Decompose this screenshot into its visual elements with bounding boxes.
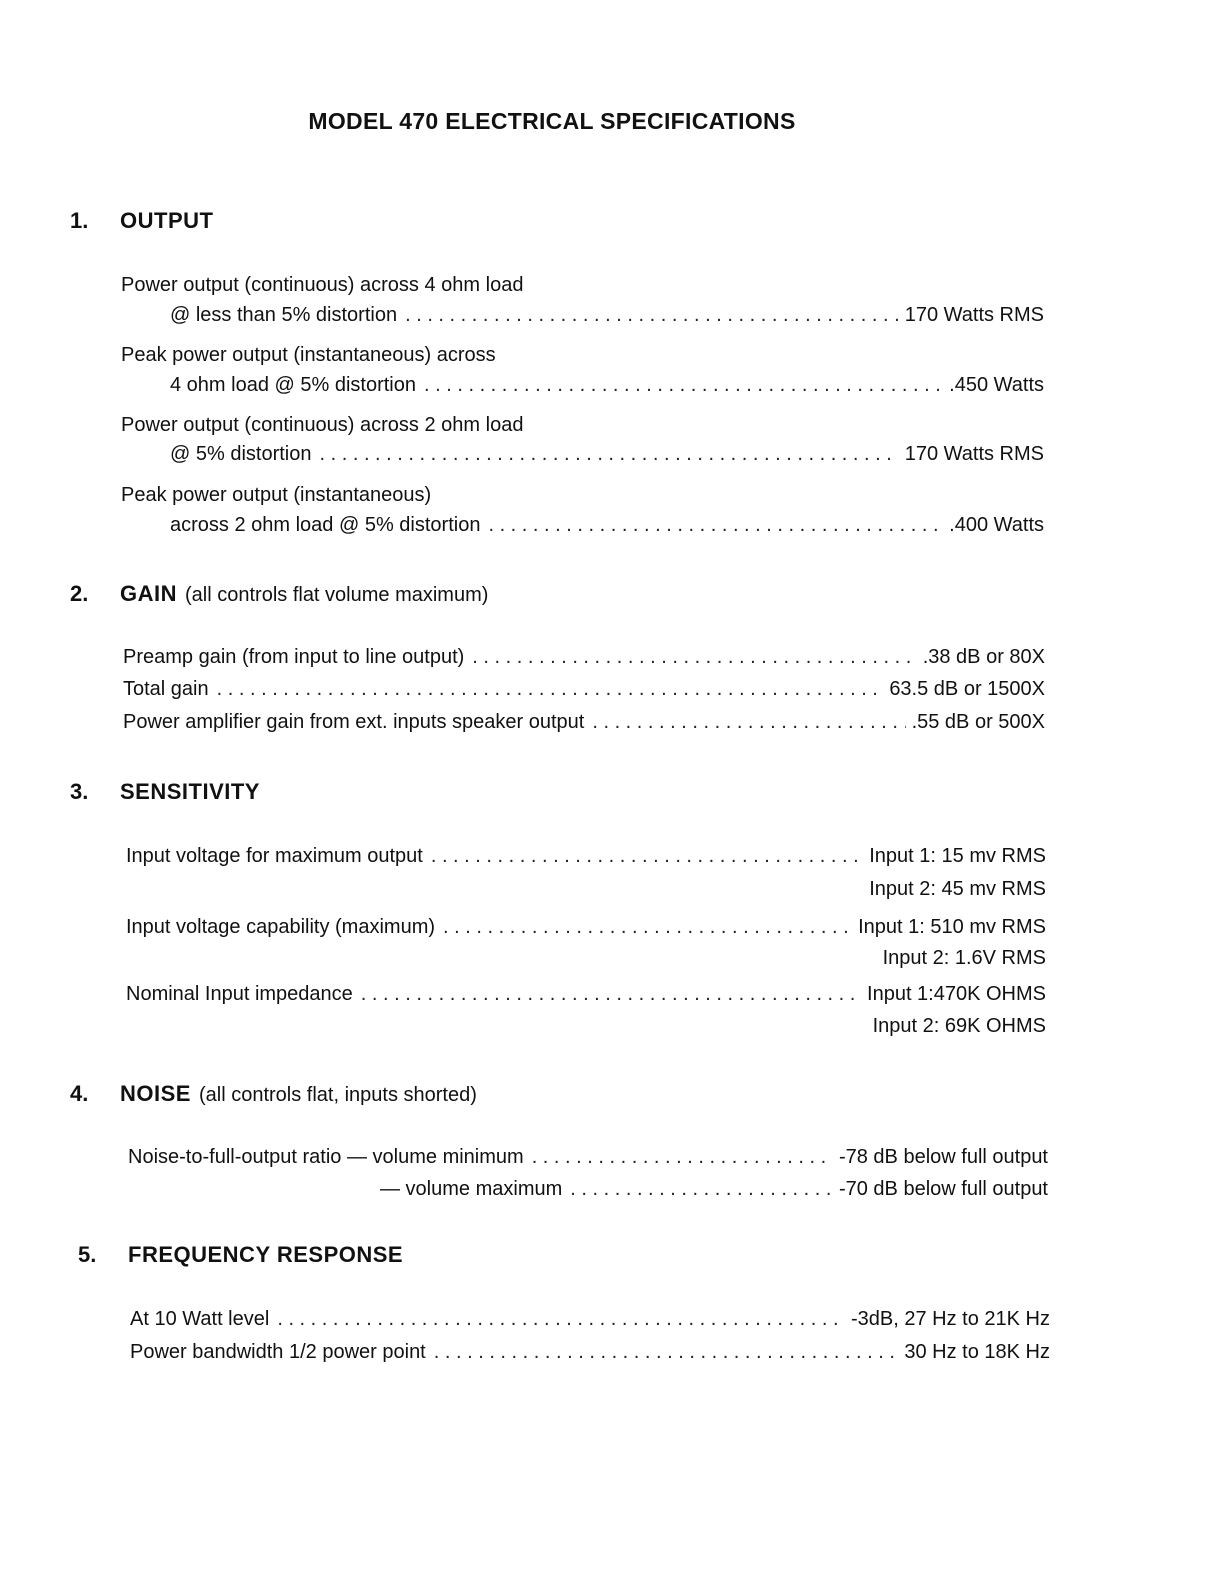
spec-value: Input 1: 510 mv RMS bbox=[858, 916, 1046, 938]
dot-leader bbox=[443, 916, 852, 939]
spec-label-line: Power output (continuous) across 4 ohm load bbox=[121, 274, 524, 296]
spec-value: 170 Watts RMS bbox=[904, 443, 1044, 465]
spec-value-continued: Input 2: 69K OHMS bbox=[872, 1015, 1046, 1037]
section-title: GAIN bbox=[120, 581, 177, 606]
spec-label: @ 5% distortion bbox=[170, 443, 312, 465]
spec-row-power-amp-gain bbox=[123, 711, 1045, 741]
spec-label-line: Peak power output (instantaneous) across bbox=[121, 344, 496, 366]
spec-label: Preamp gain (from input to line output) bbox=[123, 646, 465, 668]
dot-leader bbox=[277, 1308, 845, 1331]
spec-label: Nominal Input impedance bbox=[126, 983, 353, 1005]
dot-leader bbox=[532, 1146, 833, 1169]
section-title: OUTPUT bbox=[120, 208, 214, 233]
section-title: SENSITIVITY bbox=[120, 779, 260, 804]
dot-leader bbox=[570, 1178, 833, 1201]
section-heading-noise bbox=[70, 1081, 1070, 1111]
spec-value: Input 1: 15 mv RMS bbox=[869, 845, 1046, 867]
spec-row-preamp-gain bbox=[123, 646, 1045, 676]
spec-row-input-impedance bbox=[126, 983, 1046, 1013]
spec-label: Power bandwidth 1/2 power point bbox=[130, 1341, 426, 1363]
spec-row-peak-4ohm bbox=[170, 374, 1044, 404]
spec-value: .38 dB or 80X bbox=[922, 646, 1045, 668]
dot-leader bbox=[488, 514, 943, 537]
dot-leader bbox=[592, 711, 905, 734]
spec-label-line: Power output (continuous) across 2 ohm load bbox=[121, 414, 524, 436]
spec-value: Input 1:470K OHMS bbox=[867, 983, 1046, 1005]
section-number: 2. bbox=[70, 581, 89, 606]
spec-row-input-voltage-max bbox=[126, 845, 1046, 875]
spec-label: 4 ohm load @ 5% distortion bbox=[170, 374, 416, 396]
section-note: (all controls flat volume maximum) bbox=[185, 584, 489, 606]
spec-row-noise-volume-max bbox=[380, 1178, 1048, 1208]
spec-value: .55 dB or 500X bbox=[911, 711, 1045, 733]
spec-value: 170 Watts RMS bbox=[904, 304, 1044, 326]
spec-label: Input voltage capability (maximum) bbox=[126, 916, 436, 938]
dot-leader bbox=[434, 1341, 899, 1364]
section-note: (all controls flat, inputs shorted) bbox=[198, 1084, 477, 1106]
dot-leader bbox=[431, 845, 863, 868]
spec-row-power-bandwidth bbox=[130, 1341, 1050, 1371]
section-heading-gain bbox=[70, 581, 1070, 611]
spec-row-total-gain bbox=[123, 678, 1045, 708]
section-heading-frequency-response bbox=[78, 1242, 1078, 1272]
section-number: 5. bbox=[78, 1242, 97, 1267]
section-number: 1. bbox=[70, 208, 89, 233]
section-number: 3. bbox=[70, 779, 89, 804]
spec-label: — volume maximum bbox=[380, 1178, 563, 1200]
spec-label-line: Peak power output (instantaneous) bbox=[121, 484, 432, 506]
spec-value-continued: Input 2: 1.6V RMS bbox=[882, 947, 1046, 969]
page-title: MODEL 470 ELECTRICAL SPECIFICATIONS bbox=[308, 108, 796, 134]
spec-value: -78 dB below full output bbox=[838, 1146, 1048, 1168]
spec-value-continued: Input 2: 45 mv RMS bbox=[869, 878, 1046, 900]
dot-leader bbox=[361, 983, 861, 1006]
spec-label: Power amplifier gain from ext. inputs speaker output bbox=[123, 711, 585, 733]
spec-value: .400 Watts bbox=[949, 514, 1044, 536]
spec-row-noise-volume-min bbox=[128, 1146, 1048, 1176]
spec-value: 30 Hz to 18K Hz bbox=[904, 1341, 1050, 1363]
section-heading-output bbox=[70, 208, 1070, 238]
spec-row-input-voltage-capability bbox=[126, 916, 1046, 946]
spec-value: -3dB, 27 Hz to 21K Hz bbox=[851, 1308, 1050, 1330]
section-heading-sensitivity bbox=[70, 779, 1070, 809]
spec-row-peak-2ohm bbox=[170, 514, 1044, 544]
spec-row-power-4ohm bbox=[170, 304, 1044, 334]
spec-value: -70 dB below full output bbox=[838, 1178, 1048, 1200]
spec-row-10-watt-level bbox=[130, 1308, 1050, 1338]
spec-label: @ less than 5% distortion bbox=[170, 304, 398, 326]
spec-label: Input voltage for maximum output bbox=[126, 845, 423, 867]
dot-leader bbox=[217, 678, 884, 701]
spec-value: .450 Watts bbox=[949, 374, 1044, 396]
section-title: NOISE bbox=[120, 1081, 191, 1106]
dot-leader bbox=[424, 374, 943, 397]
spec-row-power-2ohm bbox=[170, 443, 1044, 473]
spec-label: At 10 Watt level bbox=[130, 1308, 270, 1330]
spec-label: Noise-to-full-output ratio — volume minimum bbox=[128, 1146, 524, 1168]
section-number: 4. bbox=[70, 1081, 89, 1106]
spec-label: Total gain bbox=[123, 678, 209, 700]
dot-leader bbox=[319, 443, 898, 466]
dot-leader bbox=[405, 304, 899, 327]
dot-leader bbox=[472, 646, 916, 669]
spec-label: across 2 ohm load @ 5% distortion bbox=[170, 514, 481, 536]
spec-value: 63.5 dB or 1500X bbox=[889, 678, 1045, 700]
section-title: FREQUENCY RESPONSE bbox=[128, 1242, 404, 1267]
